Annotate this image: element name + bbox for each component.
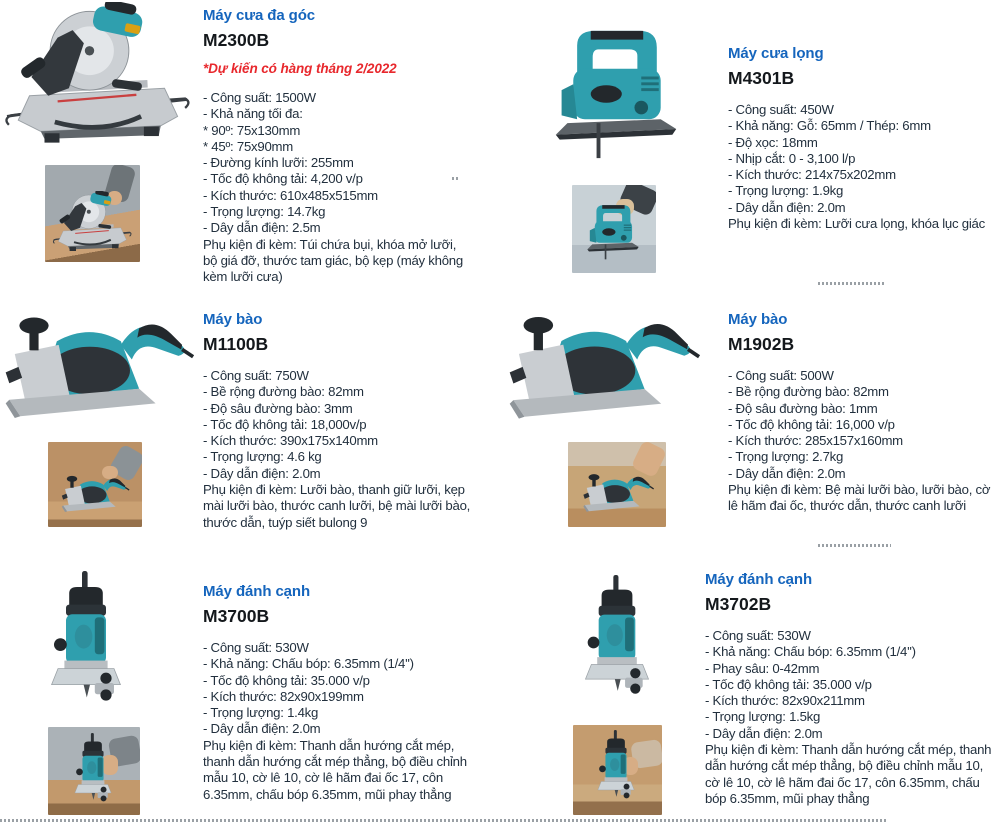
spec-line: - Phay sâu: 0-42mm (705, 660, 820, 676)
trimmer-mini (597, 729, 635, 807)
spec-line: - Nhịp cắt: 0 - 3,100 l/p (728, 150, 856, 166)
usage-photo-m3702b (573, 725, 662, 815)
product-category: Máy bào (728, 311, 788, 328)
product-model: M4301B (728, 68, 795, 88)
spec-line: * 45º: 75x90mm (203, 138, 294, 154)
spec-line: - Kích thước: 214x75x202mm (728, 167, 896, 183)
spec-line: - Dây dẫn điện: 2.0m (728, 465, 846, 481)
spec-line: - Công suất: 500W (728, 368, 834, 383)
spec-line: - Dây dẫn điện: 2.0m (705, 725, 823, 741)
planer-mini (580, 468, 656, 516)
product-model: M1902B (728, 334, 795, 354)
spec-line: - Tốc độ không tải: 4,200 v/p (203, 171, 363, 187)
spec-line: - Kích thước: 82x90x199mm (203, 688, 364, 704)
dotted-divider (818, 544, 891, 547)
spec-line: - Công suất: 530W (203, 640, 309, 655)
spec-line: - Trọng lượng: 4.6 kg (203, 449, 322, 465)
product-info-m1100b (203, 310, 475, 531)
spec-list (728, 368, 996, 482)
trimmer-image (50, 564, 122, 722)
jigsaw-image (546, 26, 686, 162)
spec-line: - Công suất: 450W (728, 102, 834, 117)
spec-line: - Đường kính lưỡi: 255mm (203, 155, 354, 171)
product-model: M3700B (203, 606, 270, 626)
spec-line: - Dây dẫn điện: 2.0m (203, 721, 321, 737)
product-model: M2300B (203, 30, 270, 50)
trimmer-mini (74, 733, 112, 809)
spec-line: - Dây dẫn điện: 2.0m (728, 199, 846, 215)
product-model: M3702B (705, 594, 772, 614)
spec-line: - Dây dẫn điện: 2.5m (203, 220, 321, 236)
product-info-m4301b (728, 44, 992, 232)
spec-line: - Trọng lượng: 1.4kg (203, 705, 319, 721)
planer-image (2, 298, 194, 432)
product-category: Máy đánh cạnh (705, 571, 813, 588)
dotted-divider (0, 819, 888, 822)
spec-list (203, 368, 475, 482)
accessories-text: Phụ kiện đi kèm: Thanh dẫn hướng cắt mép, thanh dẫn hướng cắt mép thẳng, bộ điều chỉnh mẫu 10, cờ lê 10, cờ lê hãm đai ốc 17, côn 6.35mm, chấu bóp 6.35mm, mũi phay thẳng (203, 737, 467, 802)
spec-line: - Kích thước: 82x90x211mm (705, 693, 865, 709)
accessories-text: Phụ kiện đi kèm: Bệ mài lưỡi bào, lưỡi bào, cờ lê hãm đai ốc, thước dẫn, thước canh lưỡi (728, 482, 991, 514)
planer-image (506, 298, 700, 432)
accessories-text: Phụ kiện đi kèm: Thanh dẫn hướng cắt mép, thanh dẫn hướng cắt mép thẳng, bộ điều chỉnh mẫu 10, cờ lê 10, cờ lê hãm đai ốc 17, côn 6.35mm, chấu bóp 6.35mm, mũi phay thẳng (705, 742, 992, 806)
spec-line: - Công suất: 750W (203, 368, 309, 383)
miter-saw-image (2, 2, 192, 152)
product-info-m2300b (203, 6, 473, 286)
product-info-m3702b (705, 570, 995, 807)
spec-line: - Kích thước: 390x175x140mm (203, 433, 378, 449)
spec-list (705, 628, 995, 742)
spec-line: - Bề rộng đường bào: 82mm (728, 384, 889, 400)
spec-line: - Dây dẫn điện: 2.0m (203, 465, 321, 481)
availability-note: *Dự kiến có hàng tháng 2/2022 (203, 61, 397, 76)
product-info-m1902b (728, 310, 996, 515)
spec-line: - Trọng lượng: 14.7kg (203, 204, 326, 220)
trimmer-image (584, 562, 650, 720)
usage-photo-m1902b (568, 442, 666, 527)
usage-photo-m4301b (572, 185, 656, 273)
accessories-text: Phụ kiện đi kèm: Túi chứa bụi, khóa mở lưỡi, bộ giá đỡ, thước tam giác, bộ kẹp (máy không kèm lưỡi cưa) (203, 236, 463, 285)
spec-line: - Công suất: 530W (705, 628, 811, 643)
spec-line: - Trọng lượng: 1.5kg (705, 709, 821, 725)
product-category: Máy bào (203, 311, 263, 328)
accessories-text: Phụ kiện đi kèm: Lưỡi cưa lọng, khóa lục giác (728, 216, 985, 232)
accessories-text: Phụ kiện đi kèm: Lưỡi bào, thanh giữ lưỡi, kẹp mài lưỡi bào, thước canh lưỡi, bệ mài lưỡi bào, thước dẫn, tuýp siết bulong 9 (203, 482, 471, 530)
spec-line: - Khả năng: Chấu bóp: 6.35mm (1/4'') (705, 644, 916, 660)
usage-photo-m1100b (48, 442, 142, 527)
spec-line: - Tốc độ không tải: 16,000 v/p (728, 416, 895, 432)
spec-line: - Kích thước: 285x157x160mm (728, 433, 903, 449)
planer-mini (58, 470, 132, 516)
dotted-divider (818, 282, 886, 285)
spec-line: - Khả năng tối đa: (203, 106, 303, 122)
jigsaw-mini (584, 201, 642, 263)
spec-line: - Trọng lượng: 1.9kg (728, 183, 844, 199)
spec-line: - Bề rộng đường bào: 82mm (203, 384, 364, 400)
spec-list (728, 102, 992, 216)
spec-list (203, 90, 473, 237)
spec-list (203, 640, 479, 738)
usage-photo-m3700b (48, 727, 140, 815)
product-model: M1100B (203, 334, 269, 354)
spec-line: - Độ sâu đường bào: 3mm (203, 400, 353, 416)
spec-line: - Trọng lượng: 2.7kg (728, 449, 844, 465)
product-info-m3700b (203, 582, 479, 803)
spec-line: - Khả năng: Gỗ: 65mm / Thép: 6mm (728, 118, 931, 134)
usage-photo-m2300b (45, 165, 140, 262)
product-category: Máy cưa lọng (728, 45, 824, 62)
spec-line: - Tốc độ không tải: 35.000 v/p (203, 672, 370, 688)
product-category: Máy cưa đa góc (203, 7, 316, 24)
product-category: Máy đánh cạnh (203, 583, 311, 600)
spec-line: - Tốc độ không tải: 18,000v/p (203, 416, 367, 432)
spec-line: * 90º: 75x130mm (203, 122, 301, 138)
spec-line: - Kích thước: 610x485x515mm (203, 187, 378, 203)
miter-saw-mini (51, 191, 133, 255)
spec-line: - Độ xọc: 18mm (728, 134, 818, 150)
spec-line: - Khả năng: Chấu bóp: 6.35mm (1/4'') (203, 656, 414, 672)
spec-line: - Độ sâu đường bào: 1mm (728, 400, 878, 416)
spec-line: - Công suất: 1500W (203, 90, 316, 105)
spec-line: - Tốc độ không tải: 35.000 v/p (705, 676, 872, 692)
dash-mark (452, 177, 460, 180)
